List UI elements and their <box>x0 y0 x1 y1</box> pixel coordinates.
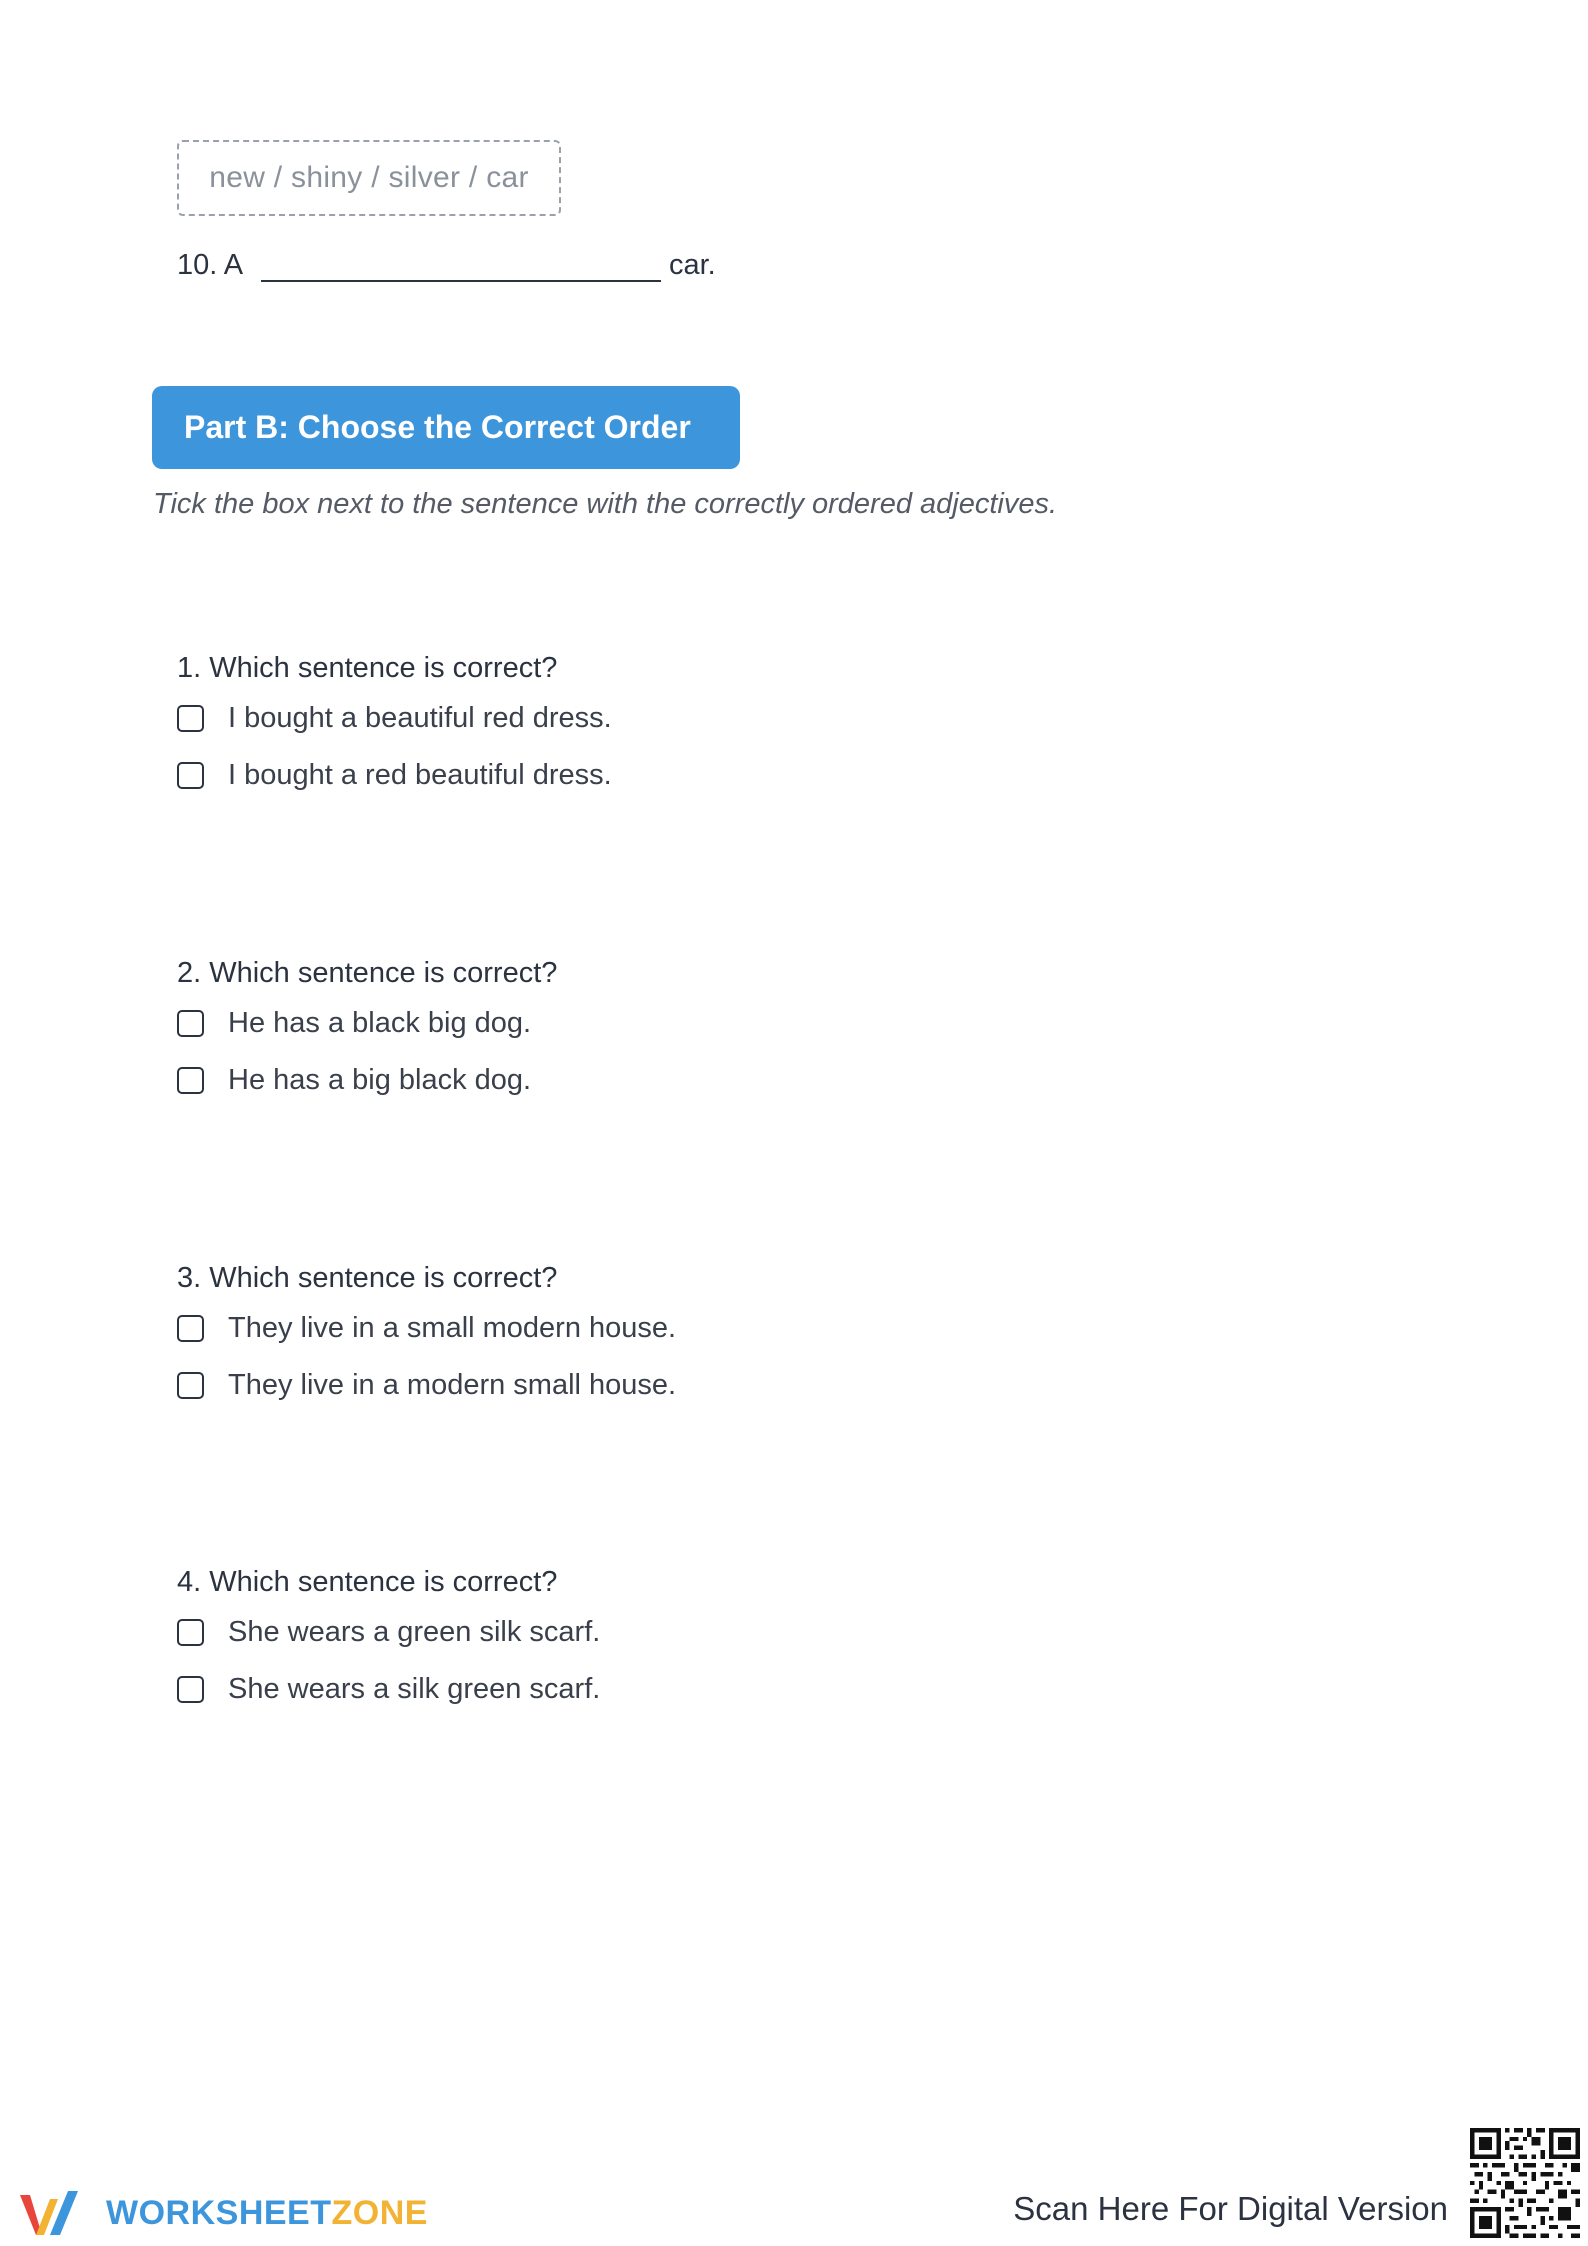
option-4a[interactable] <box>177 1604 1077 1661</box>
question-10-number: 10. A <box>177 249 244 281</box>
question-2 <box>177 951 1077 1109</box>
checkbox[interactable] <box>177 1676 204 1703</box>
question-4 <box>177 1560 1077 1718</box>
part-b-heading: Part B: Choose the Correct Order <box>152 386 740 469</box>
option-3a[interactable] <box>177 1300 1077 1357</box>
scan-here-text: Scan Here For Digital Version <box>1013 2190 1448 2227</box>
question-1 <box>177 646 1077 804</box>
option-1a[interactable] <box>177 690 1077 747</box>
answer-blank[interactable] <box>261 240 661 282</box>
question-10-ending: car. <box>669 249 716 281</box>
part-b-instructions: Tick the box next to the sentence with the correctly ordered adjectives. <box>153 488 1058 520</box>
option-4b[interactable] <box>177 1661 1077 1718</box>
option-label: I bought a red beautiful dress. <box>228 759 612 791</box>
option-1b[interactable] <box>177 747 1077 804</box>
checkbox[interactable] <box>177 1372 204 1399</box>
checkbox[interactable] <box>177 1619 204 1646</box>
logo-text: WORKSHEETZONE <box>106 2193 428 2232</box>
worksheetzone-logo[interactable] <box>16 2183 428 2243</box>
option-label: He has a big black dog. <box>228 1064 532 1096</box>
checkbox[interactable] <box>177 1010 204 1037</box>
option-label: They live in a small modern house. <box>228 1312 677 1344</box>
checkbox[interactable] <box>177 1067 204 1094</box>
word-bank-box: new / shiny / silver / car <box>177 140 561 216</box>
logo-mark-icon <box>16 2185 94 2241</box>
question-title: 3. Which sentence is correct? <box>177 1262 558 1294</box>
option-label: I bought a beautiful red dress. <box>228 702 612 734</box>
question-title: 4. Which sentence is correct? <box>177 1566 558 1598</box>
checkbox[interactable] <box>177 1315 204 1342</box>
option-label: She wears a silk green scarf. <box>228 1673 601 1705</box>
question-10 <box>177 238 716 282</box>
option-label: They live in a modern small house. <box>228 1369 677 1401</box>
qr-code-icon[interactable] <box>1470 2128 1580 2238</box>
option-3b[interactable] <box>177 1357 1077 1414</box>
option-label: She wears a green silk scarf. <box>228 1616 601 1648</box>
question-title: 1. Which sentence is correct? <box>177 652 558 684</box>
option-2a[interactable] <box>177 995 1077 1052</box>
question-title: 2. Which sentence is correct? <box>177 957 558 989</box>
checkbox[interactable] <box>177 705 204 732</box>
option-label: He has a black big dog. <box>228 1007 532 1039</box>
checkbox[interactable] <box>177 762 204 789</box>
question-3 <box>177 1256 1077 1414</box>
option-2b[interactable] <box>177 1052 1077 1109</box>
